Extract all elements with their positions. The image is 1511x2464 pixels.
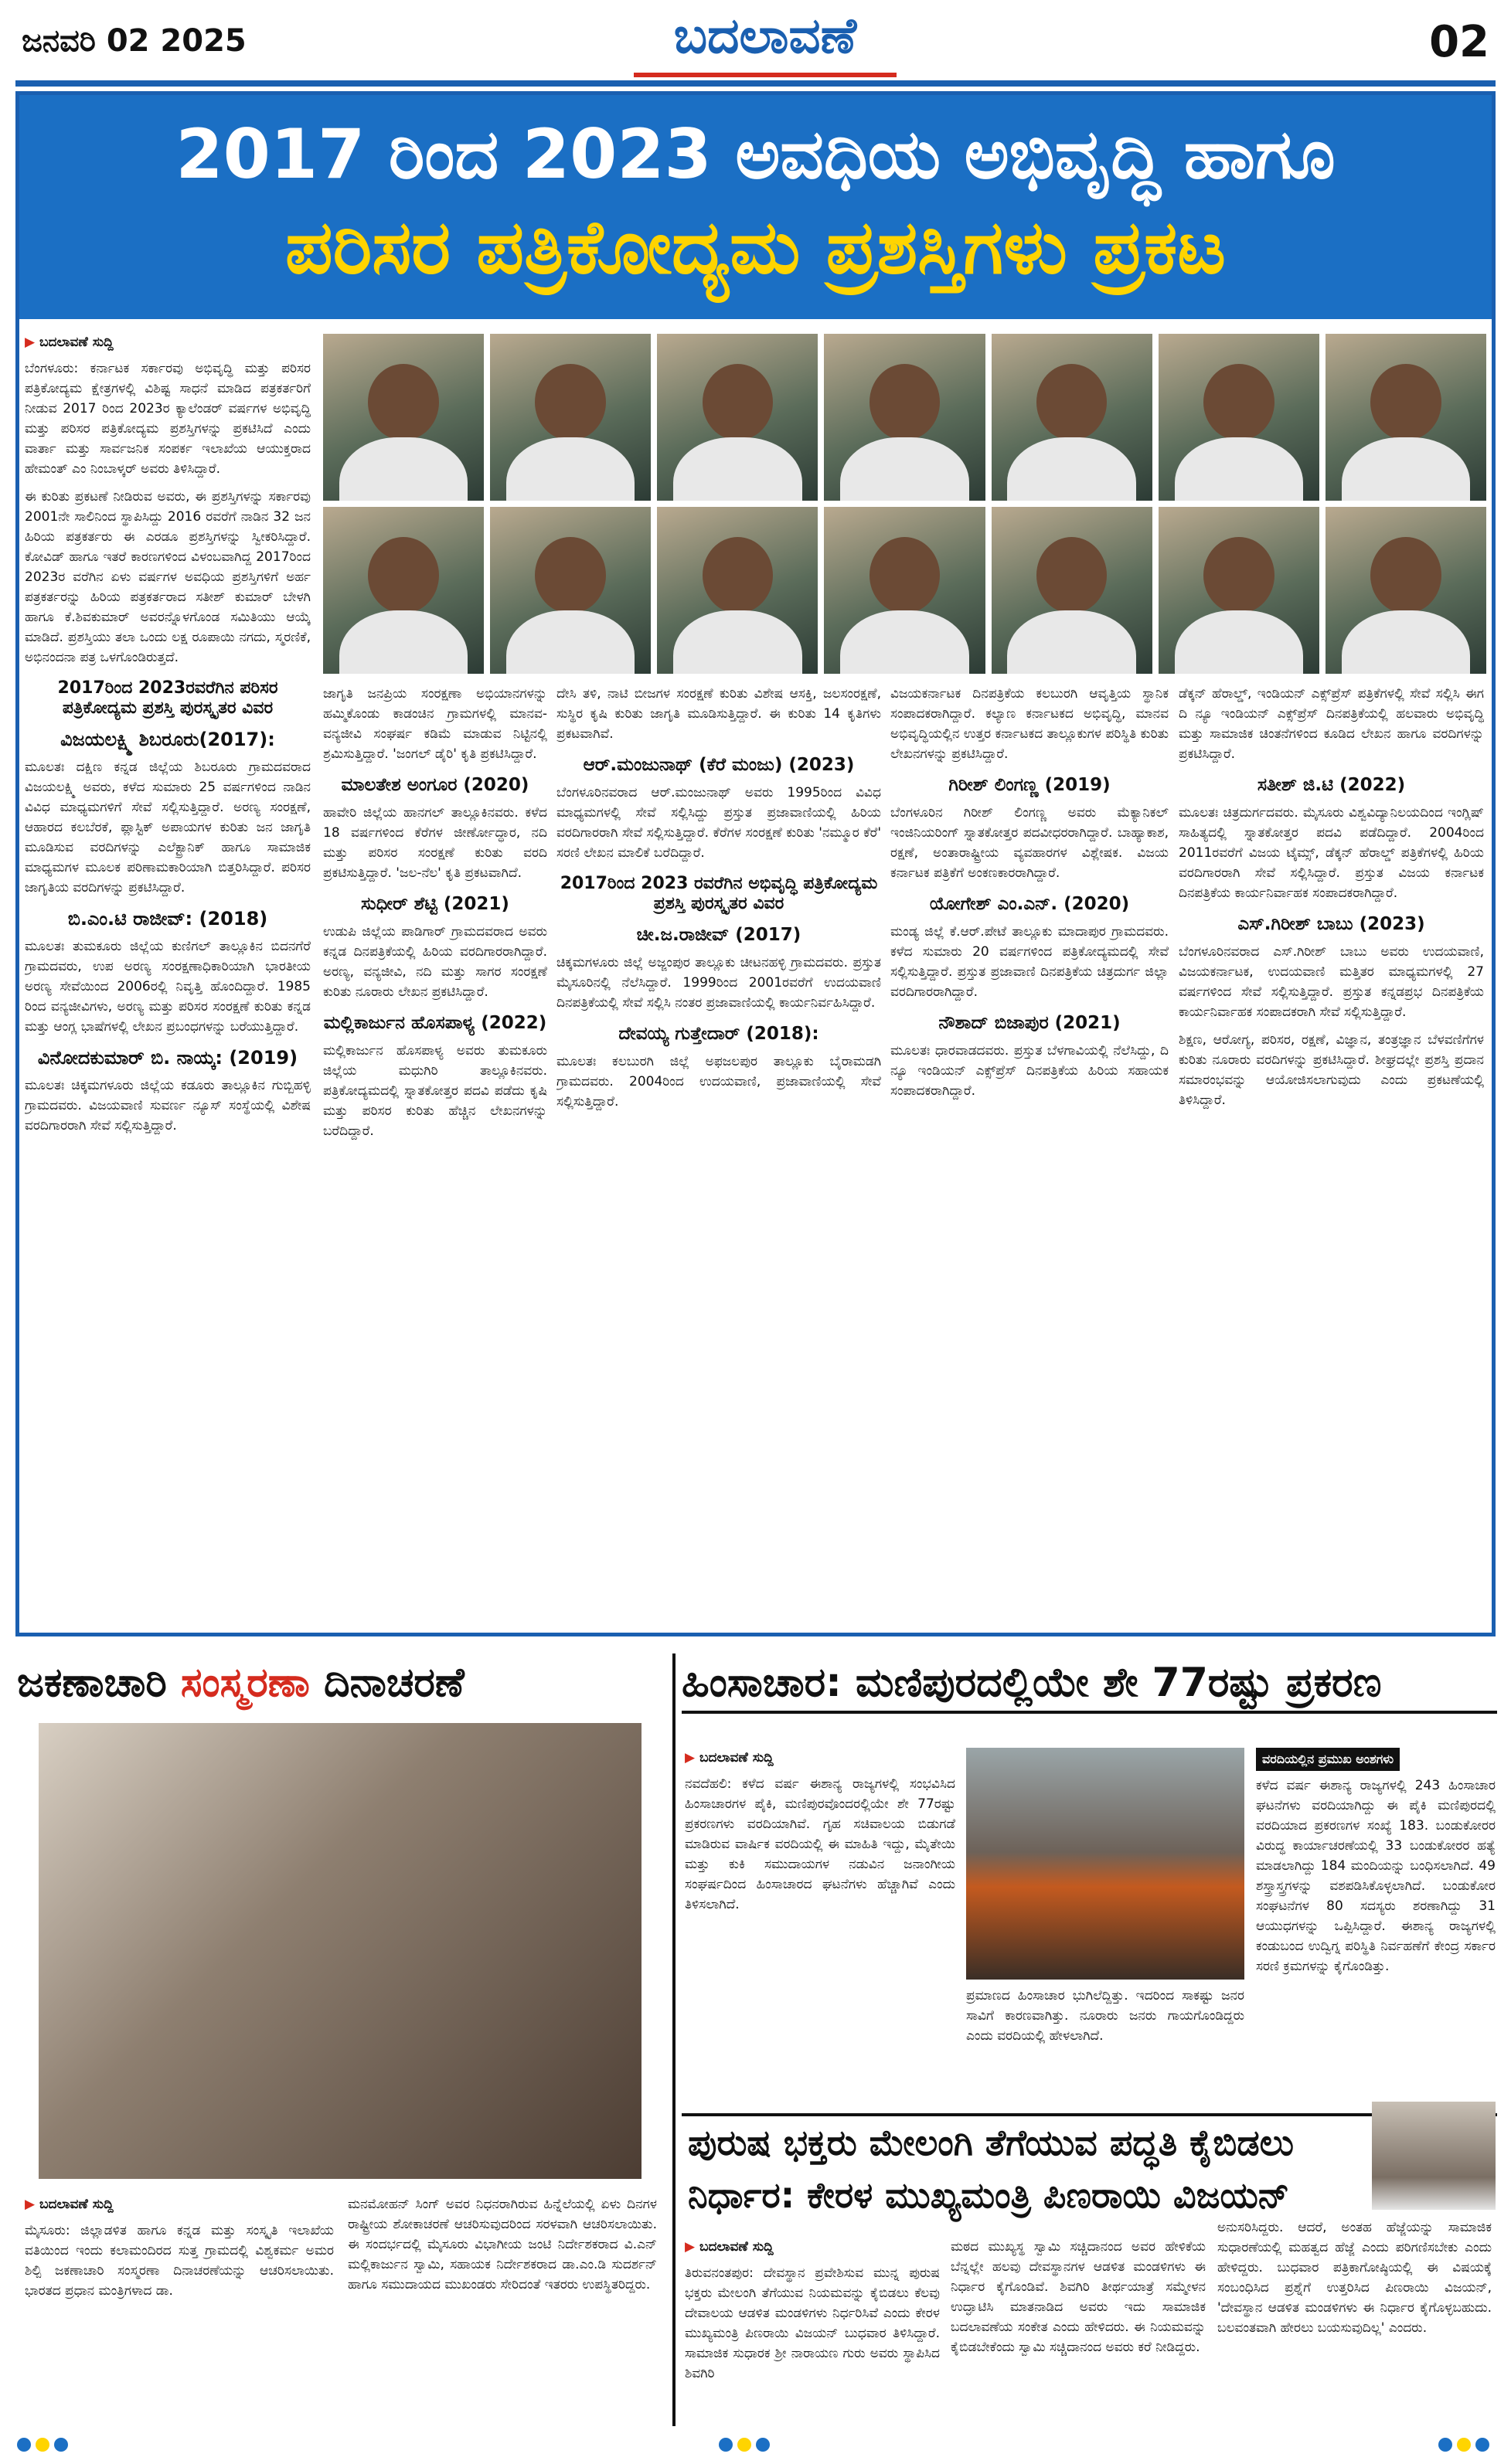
- body-paragraph: ಮೂಲತಃ ತುಮಕೂರು ಜಿಲ್ಲೆಯ ಕುಣಿಗಲ್ ತಾಲ್ಲೂಕಿನ ಬಿದನಗೆರೆ ಗ್ರಾಮದವರು, ಉಪ ಅರಣ್ಯ ಸಂರಕ್ಷಣಾಧಿಕಾರಿಯಾಗಿ ಭಾರತೀಯ ಅರಣ್ಯ ಸೇವೆಯಿಂದ 2006ರಲ್ಲಿ ನಿವೃತ್ತಿ ಹೊಂದಿದ್ದಾರೆ. 1985 ರಿಂದ ವನ್ಯಜೀವಿಗಳು, ಅರಣ್ಯ ಮತ್ತು ಪರಿಸರ ಸಂರಕ್ಷಣೆ ಕುರಿತು ಕನ್ನಡ ಮತ್ತು ಆಂಗ್ಲ ಭಾಷೆಗಳಲ್ಲಿ ಲೇಖನ ಪ್ರಬಂಧಗಳನ್ನು ಬರೆಯುತ್ತಿದ್ದಾರೆ.: [25, 939, 311, 1035]
- body-paragraph: ಮೈಸೂರು: ಜಿಲ್ಲಾಡಳಿತ ಹಾಗೂ ಕನ್ನಡ ಮತ್ತು ಸಂಸ್ಕೃತಿ ಇಲಾಖೆಯ ವತಿಯಿಂದ ಇಂದು ಕಲಾಮಂದಿರದ ಸುತ್ತ ಗ್ರಾಮದಲ್ಲಿ ವಿಶ್ವಕರ್ಮ ಅಮರ ಶಿಲ್ಪಿ ಜಕಣಾಚಾರಿ ಸಂಸ್ಮರಣಾ ದಿನಾಚರಣೆಯನ್ನು ಆಚರಿಸಲಾಯಿತು. ಭಾರತದ ಪ್ರಧಾನ ಮಂತ್ರಿಗಳಾದ ಡಾ.: [25, 2223, 334, 2299]
- body-paragraph: ಕಳೆದ ವರ್ಷ ಈಶಾನ್ಯ ರಾಜ್ಯಗಳಲ್ಲಿ 243 ಹಿಂಸಾಚಾರ ಘಟನೆಗಳು ವರದಿಯಾಗಿದ್ದು ಈ ಪೈಕಿ ಮಣಿಪುರದಲ್ಲಿ ವರದಿಯಾದ ಪ್ರಕರಣಗಳ ಸಂಖ್ಯೆ 183. ಬಂಡುಕೋರರ ವಿರುದ್ಧ ಕಾರ್ಯಾಚರಣೆಯಲ್ಲಿ 33 ಬಂಡುಕೋರರ ಹತ್ಯೆ ಮಾಡಲಾಗಿದ್ದು 184 ಮಂದಿಯನ್ನು ಬಂಧಿಸಲಾಗಿದೆ. 49 ಶಸ್ತ್ರಾಸ್ತ್ರಗಳನ್ನು ವಶಪಡಿಸಿಕೊಳ್ಳಲಾಗಿದೆ. ಬಂಡುಕೋರ ಸಂಘಟನೆಗಳ 80 ಸದಸ್ಯರು ಶರಣಾಗಿದ್ದು 31 ಆಯುಧಗಳನ್ನು ಒಪ್ಪಿಸಿದ್ದಾರೆ. ಈಶಾನ್ಯ ರಾಜ್ಯಗಳಲ್ಲಿ ಕಂಡುಬಂದ ಉದ್ವಿಗ್ನ ಪರಿಸ್ಥಿತಿ ನಿರ್ವಹಣೆಗೆ ಕೇಂದ್ರ ಸರ್ಕಾರ ಸರಣಿ ಕ್ರಮಗಳನ್ನು ಕೈಗೊಂಡಿತ್ತು.: [1256, 1778, 1496, 1974]
- winner-name: ಬಿ.ಎಂ.ಟಿ ರಾಜೀವ್: (2018): [67, 908, 268, 930]
- body-paragraph: ಮಂಡ್ಯ ಜಿಲ್ಲೆ ಕೆ.ಆರ್.ಪೇಟೆ ತಾಲ್ಲೂಕು ಮಾದಾಪುರ ಗ್ರಾಮದವರು. ಕಳೆದ ಸುಮಾರು 20 ವರ್ಷಗಳಿಂದ ಪತ್ರಿಕೋದ್ಯಮದಲ್ಲಿ ಸೇವೆ ಸಲ್ಲಿಸುತ್ತಿದ್ದಾರೆ. ಪ್ರಸ್ತುತ ಪ್ರಜಾವಾಣಿ ದಿನಪತ್ರಿಕೆಯ ಚಿತ್ರದುರ್ಗ ಜಿಲ್ಲಾ ವರದಿಗಾರರಾಗಿದ್ದಾರೆ.: [890, 924, 1169, 1000]
- winner-photo: [490, 507, 651, 674]
- chief-minister-photo: [1372, 2102, 1496, 2210]
- lead-story-column-5: [1179, 684, 1484, 1630]
- dot-icon: [36, 2438, 49, 2452]
- body-paragraph: ಅನುಸರಿಸಿದ್ದರು. ಆದರೆ, ಅಂತಹ ಹೆಜ್ಜೆಯನ್ನು ಸಾಮಾಜಿಕ ಸುಧಾರಣೆಯಲ್ಲಿ ಮಹತ್ವದ ಹೆಜ್ಜೆ ಎಂದು ಪರಿಗಣಿಸಬೇಕು ಎಂದು ಹೇಳಿದ್ದರು. ಬುಧವಾರ ಪತ್ರಿಕಾಗೋಷ್ಠಿಯಲ್ಲಿ ಈ ವಿಷಯಕ್ಕೆ ಸಂಬಂಧಿಸಿದ ಪ್ರಶ್ನೆಗೆ ಉತ್ತರಿಸಿದ ಪಿಣರಾಯಿ ವಿಜಯನ್, 'ದೇವಸ್ಥಾನ ಆಡಳಿತ ಮಂಡಳಿಗಳು ಈ ನಿರ್ಧಾರ ಕೈಗೊಳ್ಳಬಹುದು. ಬಲವಂತವಾಗಿ ಹೇರಲು ಬಯಸುವುದಿಲ್ಲ' ಎಂದರು.: [1217, 2220, 1492, 2336]
- byline: ▶ ಬದಲಾವಣೆ ಸುದ್ದಿ: [25, 2194, 334, 2214]
- dot-icon: [719, 2438, 733, 2452]
- section-subhead: 2017ರಿಂದ 2023 ರವರೆಗಿನ ಅಭಿವೃದ್ಧಿ ಪತ್ರಿಕೋದ್ಯಮ ಪ್ರಶಸ್ತಿ ಪುರಸ್ಕೃತರ ವಿವರ: [560, 874, 878, 913]
- winner-name: ಮಾಲತೇಶ ಅಂಗೂರ (2020): [341, 775, 529, 795]
- caption-text: ಪ್ರಮಾಣದ ಹಿಂಸಾಚಾರ ಭುಗಿಲೆದ್ದಿತ್ತು. ಇದರಿಂದ ಸಾಕಷ್ಟು ಜನರ ಸಾವಿಗೆ ಕಾರಣವಾಗಿತ್ತು. ನೂರಾರು ಜನರು ಗಾಯಗೊಂಡಿದ್ದರು ಎಂದು ವರದಿಯಲ್ಲಿ ಹೇಳಲಾಗಿದೆ.: [966, 1988, 1244, 2044]
- manipur-photo-caption: [966, 1986, 1244, 2102]
- headline-line-2: ನಿರ್ಧಾರ: ಕೇರಳ ಮುಖ್ಯಮಂತ್ರಿ ಪಿಣರಾಯಿ ವಿಜಯನ್: [688, 2174, 1290, 2216]
- winner-name: ಸುಧೀರ್ ಶೆಟ್ಟಿ (2021): [361, 894, 509, 914]
- kerala-column-3: [1217, 2218, 1492, 2430]
- jakanachari-column-2: [348, 2194, 657, 2426]
- winner-name: ಚೀ.ಜ.ರಾಜೀವ್ (2017): [636, 925, 801, 945]
- manipur-headline: ಹಿಂಸಾಚಾರ: ಮಣಿಪುರದಲ್ಲಿಯೇ ಶೇ 77ರಷ್ಟು ಪ್ರಕರಣ: [682, 1660, 1497, 1714]
- headline-line-1: ಪುರುಷ ಭಕ್ತರು ಮೇಲಂಗಿ ತೆಗೆಯುವ ಪದ್ಧತಿ ಕೈಬಿಡಲು: [688, 2122, 1295, 2163]
- section-subhead: 2017ರಿಂದ 2023ರವರೆಗಿನ ಪರಿಸರ ಪತ್ರಿಕೋದ್ಯಮ ಪ್ರಶಸ್ತಿ ಪುರಸ್ಕೃತರ ವಿವರ: [57, 678, 278, 718]
- footer-color-dots-right: [1438, 2438, 1494, 2456]
- body-paragraph: ಬೆಂಗಳೂರು: ಕರ್ನಾಟಕ ಸರ್ಕಾರವು ಅಭಿವೃದ್ಧಿ ಮತ್ತು ಪರಿಸರ ಪತ್ರಿಕೋದ್ಯಮ ಕ್ಷೇತ್ರಗಳಲ್ಲಿ ವಿಶಿಷ್ಟ ಸಾಧನೆ ಮಾಡಿದ ಪತ್ರಕರ್ತರಿಗೆ ನೀಡುವ 2017 ರಿಂದ 2023ರ ಕ್ಯಾಲೆಂಡರ್ ವರ್ಷಗಳ ಅಭಿವೃದ್ಧಿ ಮತ್ತು ಪರಿಸರ ಪತ್ರಿಕೋದ್ಯಮ ಪ್ರಶಸ್ತಿಗಳನ್ನು ಪ್ರಕಟಿಸಿದೆ ಎಂದು ವಾರ್ತಾ ಮತ್ತು ಸಾರ್ವಜನಿಕ ಸಂಪರ್ಕ ಇಲಾಖೆಯ ಆಯುಕ್ತರಾದ ಹೇಮಂತ್ ಎಂ ನಿಂಬಾಳ್ಕರ್ ಅವರು ತಿಳಿಸಿದ್ದಾರೆ.: [25, 361, 311, 477]
- kerala-column-1: [685, 2237, 940, 2430]
- lead-story-column-4: [890, 684, 1169, 1630]
- body-paragraph: ಶಿಕ್ಷಣ, ಆರೋಗ್ಯ, ಪರಿಸರ, ರಕ್ಷಣೆ, ವಿಜ್ಞಾನ, ತಂತ್ರಜ್ಞಾನ ಬೆಳವಣಿಗೆಗಳ ಕುರಿತು ನೂರಾರು ವರದಿಗಳನ್ನು ಪ್ರಕಟಿಸಿದ್ದಾರೆ. ಶೀಘ್ರದಲ್ಲೇ ಪ್ರಶಸ್ತಿ ಪ್ರದಾನ ಸಮಾರಂಭವನ್ನು ಆಯೋಜಿಸಲಾಗುವುದು ಎಂದು ಪ್ರಕಟಣೆಯಲ್ಲಿ ತಿಳಿಸಿದ್ದಾರೆ.: [1179, 1032, 1484, 1108]
- body-paragraph: ಮೂಲತಃ ಧಾರವಾಡದವರು. ಪ್ರಸ್ತುತ ಬೆಳಗಾವಿಯಲ್ಲಿ ನೆಲೆಸಿದ್ದು, ದಿ ನ್ಯೂ ಇಂಡಿಯನ್ ಎಕ್ಸ್‌ಪ್ರೆಸ್ ದಿನಪತ್ರಿಕೆಯ ಹಿರಿಯ ಸಹಾಯಕ ಸಂಪಾದಕರಾಗಿದ್ದಾರೆ.: [890, 1043, 1169, 1099]
- footer-color-dots-left: [17, 2438, 73, 2456]
- body-paragraph: ಮೂಲತಃ ಕಲಬುರಗಿ ಜಿಲ್ಲೆ ಅಫಜಲಪುರ ತಾಲ್ಲೂಕು ಬೈರಾಮಡಗಿ ಗ್ರಾಮದವರು. 2004ರಿಂದ ಉದಯವಾಣಿ, ಪ್ರಜಾವಾಣಿಯಲ್ಲಿ ಸೇವೆ ಸಲ್ಲಿಸುತ್ತಿದ್ದಾರೆ.: [556, 1054, 881, 1110]
- dot-icon: [1475, 2438, 1489, 2452]
- manipur-highlights-box: [1256, 1748, 1496, 2103]
- winner-name: ವಿನೋದಕುಮಾರ್ ಬಿ. ನಾಯ್ಕ: (2019): [37, 1047, 298, 1069]
- body-paragraph: ಬೆಂಗಳೂರಿನವರಾದ ಎಸ್.ಗಿರೀಶ್ ಬಾಬು ಅವರು ಉದಯವಾಣಿ, ವಿಜಯಕರ್ನಾಟಕ, ಉದಯವಾಣಿ ಮತ್ತಿತರ ಮಾಧ್ಯಮಗಳಲ್ಲಿ 27 ವರ್ಷಗಳಿಂದ ಸೇವೆ ಸಲ್ಲಿಸುತ್ತಿದ್ದಾರೆ. ಪ್ರಸ್ತುತ ಕನ್ನಡಪ್ರಭ ದಿನಪತ್ರಿಕೆಯ ಕಾರ್ಯನಿರ್ವಾಹಕ ಸಂಪಾದಕರಾಗಿ ಸೇವೆ ಸಲ್ಲಿಸುತ್ತಿದ್ದಾರೆ.: [1179, 944, 1484, 1020]
- masthead-divider: [15, 80, 1496, 87]
- headline-part: ಜಕಣಾಚಾರಿ: [17, 1660, 167, 1706]
- dot-icon: [737, 2438, 751, 2452]
- winner-photo: [1326, 507, 1486, 674]
- banner-line-2: ಪರಿಸರ ಪತ್ರಿಕೋದ್ಯಮ ಪ್ರಶಸ್ತಿಗಳು ಪ್ರಕಟ: [285, 204, 1226, 291]
- winner-photo: [1159, 507, 1319, 674]
- dot-icon: [54, 2438, 68, 2452]
- lead-story-column-1: [25, 332, 311, 1630]
- winner-name: ನೌಶಾದ್ ಬಿಜಾಪುರ (2021): [938, 1013, 1121, 1033]
- headline-part: ದಿನಾಚರಣೆ: [324, 1660, 465, 1706]
- body-paragraph: ಚಿಕ್ಕಮಗಳೂರು ಜಿಲ್ಲೆ ಅಜ್ಜಂಪುರ ತಾಲ್ಲೂಕು ಚೀಟನಹಳ್ಳಿ ಗ್ರಾಮದವರು. ಪ್ರಸ್ತುತ ಮೈಸೂರಿನಲ್ಲಿ ನೆಲೆಸಿದ್ದಾರೆ. 1999ರಿಂದ 2001ರವರೆಗೆ ಉದಯವಾಣಿ ದಿನಪತ್ರಿಕೆಯಲ್ಲಿ ಸೇವೆ ಸಲ್ಲಿಸಿ ನಂತರ ಪ್ರಜಾವಾಣಿಯಲ್ಲಿ ಕಾರ್ಯನಿರ್ವಹಿಸಿದ್ದಾರೆ.: [556, 955, 881, 1011]
- winner-photo: [992, 334, 1152, 501]
- body-paragraph: ಡೆಕ್ಕನ್ ಹೆರಾಲ್ಡ್, ಇಂಡಿಯನ್ ಎಕ್ಸ್‌ಪ್ರೆಸ್ ಪತ್ರಿಕೆಗಳಲ್ಲಿ ಸೇವೆ ಸಲ್ಲಿಸಿ ಈಗ ದಿ ನ್ಯೂ ಇಂಡಿಯನ್ ಎಕ್ಸ್‌ಪ್ರೆಸ್ ದಿನಪತ್ರಿಕೆಯಲ್ಲಿ ಹಲವಾರು ಅಭಿವೃದ್ಧಿ ಮತ್ತು ಸಾಮಾಜಿಕ ಚಿಂತನೆಗಳಿಂದ ಕೂಡಿದ ಲೇಖನ ಹಾಗೂ ವರದಿಗಳನ್ನು ಪ್ರಕಟಿಸಿದ್ದಾರೆ.: [1179, 686, 1484, 762]
- manipur-column-1: [685, 1748, 955, 2103]
- banner-line-1: 2017 ರಿಂದ 2023 ಅವಧಿಯ ಅಭಿವೃದ್ಧಿ ಹಾಗೂ: [175, 114, 1336, 194]
- lead-story-column-3: [556, 684, 881, 1630]
- winner-name: ಗಿರೀಶ್ ಲಿಂಗಣ್ಣ (2019): [948, 775, 1111, 795]
- winner-name: ಎಸ್.ಗಿರೀಶ್ ಬಾಬು (2023): [1237, 914, 1425, 934]
- lead-story-column-2: [323, 684, 547, 1630]
- winner-name: ಆರ್.ಮಂಜುನಾಥ್ (ಕೆರೆ ಮಂಜು) (2023): [583, 755, 855, 775]
- manipur-violence-photo: [966, 1748, 1244, 1980]
- byline: ▶ ಬದಲಾವಣೆ ಸುದ್ದಿ: [685, 2237, 940, 2257]
- dot-icon: [17, 2438, 31, 2452]
- winner-name: ಮಲ್ಲಿಕಾರ್ಜುನ ಹೊಸಪಾಳ್ಯ (2022): [323, 1013, 547, 1033]
- body-paragraph: ಮೂಲತಃ ದಕ್ಷಿಣ ಕನ್ನಡ ಜಿಲ್ಲೆಯ ಶಿಬರೂರು ಗ್ರಾಮದವರಾದ ವಿಜಯಲಕ್ಷ್ಮಿ ಅವರು, ಕಳೆದ ಸುಮಾರು 25 ವರ್ಷಗಳಿಂದ ನಾಡಿನ ವಿವಿಧ ಮಾಧ್ಯಮಗಳಿಗೆ ಸೇವೆ ಸಲ್ಲಿಸುತ್ತಿದ್ದಾರೆ. ಅರಣ್ಯ ಸಂರಕ್ಷಣೆ, ಆಹಾರದ ಕಲಬೆರಕೆ, ಪ್ಲಾಸ್ಟಿಕ್ ಅಪಾಯಗಳ ಕುರಿತು ಜನ ಜಾಗೃತಿ ಮೂಡಿಸುವ ವರದಿಗಳನ್ನು ಎಲೆಕ್ಟ್ರಾನಿಕ್ ಹಾಗೂ ಸಾಮಾಜಿಕ ಮಾಧ್ಯಮಗಳ ಮೂಲಕ ಪರಿಣಾಮಕಾರಿಯಾಗಿ ಬಿತ್ತರಿಸಿದ್ದಾರೆ. ಪರಿಸರ ಜಾಗೃತಿಯ ವರದಿಗಳನ್ನು ಪ್ರಕಟಿಸಿದ್ದಾರೆ.: [25, 760, 311, 896]
- body-paragraph: ಮನಮೋಹನ್ ಸಿಂಗ್ ಅವರ ನಿಧನರಾಗಿರುವ ಹಿನ್ನೆಲೆಯಲ್ಲಿ ಏಳು ದಿನಗಳ ರಾಷ್ಟ್ರೀಯ ಶೋಕಾಚರಣೆ ಆಚರಿಸುವುದರಿಂದ ಸರಳವಾಗಿ ಆಚರಿಸಲಾಯಿತು. ಈ ಸಂದರ್ಭದಲ್ಲಿ ಮೈಸೂರು ವಿಭಾಗೀಯ ಜಂಟಿ ನಿರ್ದೇಶಕರಾದ ವಿ.ಎನ್ ಮಲ್ಲಿಕಾರ್ಜುನ ಸ್ವಾಮಿ, ಸಹಾಯಕ ನಿರ್ದೇಶಕರಾದ ಡಾ.ಎಂ.ಡಿ ಸುದರ್ಶನ್ ಹಾಗೂ ಸಮುದಾಯದ ಮುಖಂಡರು ಸೇರಿದಂತೆ ಇತರರು ಉಪಸ್ಥಿತರಿದ್ದರು.: [348, 2197, 657, 2292]
- body-paragraph: ಮೂಲತಃ ಚಿತ್ರದುರ್ಗದವರು. ಮೈಸೂರು ವಿಶ್ವವಿದ್ಯಾನಿಲಯದಿಂದ ಇಂಗ್ಲಿಷ್ ಸಾಹಿತ್ಯದಲ್ಲಿ ಸ್ನಾತಕೋತ್ತರ ಪದವಿ ಪಡೆದಿದ್ದಾರೆ. 2004ರಿಂದ 2011ರವರೆಗೆ ವಿಜಯ ಟೈಮ್ಸ್, ಡೆಕ್ಕನ್ ಹೆರಾಲ್ಡ್ ಪತ್ರಿಕೆಗಳಲ್ಲಿ ಹಿರಿಯ ವರದಿಗಾರರಾಗಿ ಸೇವೆ ಸಲ್ಲಿಸಿದ್ದಾರೆ. ಪ್ರಸ್ತುತ ವಿಜಯ ಕರ್ನಾಟಕ ದಿನಪತ್ರಿಕೆಯ ಕಾರ್ಯನಿರ್ವಾಹಕ ಸಂಪಾದಕರಾಗಿದ್ದಾರೆ.: [1179, 805, 1484, 901]
- jakanachari-column-1: [25, 2194, 334, 2426]
- winner-name: ಸತೀಶ್ ಜಿ.ಟಿ (2022): [1257, 775, 1406, 795]
- body-paragraph: ನವದೆಹಲಿ: ಕಳೆದ ವರ್ಷ ಈಶಾನ್ಯ ರಾಜ್ಯಗಳಲ್ಲಿ ಸಂಭವಿಸಿದ ಹಿಂಸಾಚಾರಗಳ ಪೈಕಿ, ಮಣಿಪುರವೊಂದರಲ್ಲಿಯೇ ಶೇ 77ರಷ್ಟು ಪ್ರಕರಣಗಳು ವರದಿಯಾಗಿವೆ. ಗೃಹ ಸಚಿವಾಲಯ ಬಿಡುಗಡೆ ಮಾಡಿರುವ ವಾರ್ಷಿಕ ವರದಿಯಲ್ಲಿ ಈ ಮಾಹಿತಿ ಇದ್ದು, ಮೈತೇಯಿ ಮತ್ತು ಕುಕಿ ಸಮುದಾಯಗಳ ನಡುವಿನ ಜನಾಂಗೀಯ ಸಂಘರ್ಷದಿಂದ ಹಿಂಸಾಚಾರದ ಘಟನೆಗಳು ಹೆಚ್ಚಾಗಿವೆ ಎಂದು ತಿಳಿಸಲಾಗಿದೆ.: [685, 1776, 955, 1912]
- winner-photo: [1159, 334, 1319, 501]
- winner-photo: [1326, 334, 1486, 501]
- winner-photo: [824, 507, 985, 674]
- winner-photo: [992, 507, 1152, 674]
- body-paragraph: ತಿರುವನಂತಪುರ: ದೇವಸ್ಥಾನ ಪ್ರವೇಶಿಸುವ ಮುನ್ನ ಪುರುಷ ಭಕ್ತರು ಮೇಲಂಗಿ ತೆಗೆಯುವ ನಿಯಮವನ್ನು ಕೈಬಿಡಲು ಕೆಲವು ದೇವಾಲಯ ಆಡಳಿತ ಮಂಡಳಿಗಳು ನಿರ್ಧರಿಸಿವೆ ಎಂದು ಕೇರಳ ಮುಖ್ಯಮಂತ್ರಿ ಪಿಣರಾಯಿ ವಿಜಯನ್ ಬುಧವಾರ ತಿಳಿಸಿದ್ದಾರೆ. ಸಾಮಾಜಿಕ ಸುಧಾರಕ ಶ್ರೀ ನಾರಾಯಣ ಗುರು ಅವರು ಸ್ಥಾಪಿಸಿದ ಶಿವಗಿರಿ: [685, 2265, 940, 2381]
- winner-name: ಯೋಗೇಶ್ ಎಂ.ಎನ್. (2020): [929, 894, 1130, 914]
- body-paragraph: ಬೆಂಗಳೂರಿನ ಗಿರೀಶ್ ಲಿಂಗಣ್ಣ ಅವರು ಮೆಕ್ಯಾನಿಕಲ್ ಇಂಜಿನಿಯರಿಂಗ್ ಸ್ನಾತಕೋತ್ತರ ಪದವೀಧರರಾಗಿದ್ದಾರೆ. ಬಾಹ್ಯಾಕಾಶ, ರಕ್ಷಣೆ, ಅಂತಾರಾಷ್ಟ್ರೀಯ ವ್ಯವಹಾರಗಳ ವಿಶ್ಲೇಷಕ. ವಿಜಯ ಕರ್ನಾಟಕ ಪತ್ರಿಕೆಗೆ ಅಂಕಣಕಾರರಾಗಿದ್ದಾರೆ.: [890, 805, 1169, 881]
- body-paragraph: ಹಾವೇರಿ ಜಿಲ್ಲೆಯ ಹಾನಗಲ್ ತಾಲ್ಲೂಕಿನವರು. ಕಳೆದ 18 ವರ್ಷಗಳಿಂದ ಕೆರೆಗಳ ಜೀರ್ಣೋದ್ಧಾರ, ನದಿ ಮತ್ತು ಪರಿಸರ ಸಂರಕ್ಷಣೆ ಕುರಿತು ವರದಿ ಪ್ರಕಟಿಸುತ್ತಿದ್ದಾರೆ. 'ಜಲ-ನೆಲ' ಕೃತಿ ಪ್ರಕಟವಾಗಿದೆ.: [323, 805, 547, 881]
- footer-color-dots-center: [719, 2438, 774, 2456]
- jakanachari-headline: [17, 1660, 663, 1714]
- body-paragraph: ದೇಸಿ ತಳಿ, ನಾಟಿ ಬೀಜಗಳ ಸಂರಕ್ಷಣೆ ಕುರಿತು ವಿಶೇಷ ಆಸಕ್ತಿ, ಜಲಸಂರಕ್ಷಣೆ, ಸುಸ್ಥಿರ ಕೃಷಿ ಕುರಿತು ಜಾಗೃತಿ ಮೂಡಿಸುತ್ತಿದ್ದಾರೆ. ಈ ಕುರಿತು 14 ಕೃತಿಗಳು ಪ್ರಕಟವಾಗಿವೆ.: [556, 686, 881, 742]
- winner-photo: [657, 507, 818, 674]
- column-divider: [672, 1653, 676, 2426]
- award-winners-photo-grid: [323, 334, 1486, 674]
- dot-icon: [1457, 2438, 1471, 2452]
- newspaper-logo: ಬದಲಾವಣೆ: [634, 8, 897, 77]
- jakanachari-event-photo: [39, 1723, 641, 2179]
- winner-photo: [323, 334, 484, 501]
- byline: ▶ ಬದಲಾವಣೆ ಸುದ್ದಿ: [685, 1748, 955, 1768]
- winner-name: ದೇವಯ್ಯ ಗುತ್ತೇದಾರ್ (2018):: [618, 1024, 819, 1044]
- body-paragraph: ಮಠದ ಮುಖ್ಯಸ್ಥ ಸ್ವಾಮಿ ಸಚ್ಚಿದಾನಂದ ಅವರ ಹೇಳಿಕೆಯ ಬೆನ್ನಲ್ಲೇ ಹಲವು ದೇವಸ್ಥಾನಗಳ ಆಡಳಿತ ಮಂಡಳಿಗಳು ಈ ನಿರ್ಧಾರ ಕೈಗೊಂಡಿವೆ. ಶಿವಗಿರಿ ತೀರ್ಥಯಾತ್ರೆ ಸಮ್ಮೇಳನ ಉದ್ಘಾಟಿಸಿ ಮಾತನಾಡಿದ ಅವರು ಇದು ಸಾಮಾಜಿಕ ಬದಲಾವಣೆಯ ಸಂಕೇತ ಎಂದು ಹೇಳಿದರು. ಈ ನಿಯಮವನ್ನು ಕೈಬಿಡಬೇಕೆಂದು ಸ್ವಾಮಿ ಸಚ್ಚಿದಾನಂದ ಅವರು ಕರೆ ನೀಡಿದ್ದರು.: [951, 2239, 1206, 2355]
- body-paragraph: ಜಾಗೃತಿ ಜನಪ್ರಿಯ ಸಂರಕ್ಷಣಾ ಅಭಿಯಾನಗಳನ್ನು ಹಮ್ಮಿಕೊಂಡು ಕಾಡಂಚಿನ ಗ್ರಾಮಗಳಲ್ಲಿ ಮಾನವ-ವನ್ಯಜೀವಿ ಸಂಘರ್ಷ ಕಡಿಮೆ ಮಾಡುವ ನಿಟ್ಟಿನಲ್ಲಿ ಶ್ರಮಿಸುತ್ತಿದ್ದಾರೆ. 'ಜಂಗಲ್ ಡೈರಿ' ಕೃತಿ ಪ್ರಕಟಿಸಿದ್ದಾರೆ.: [323, 686, 547, 762]
- issue-date: ಜನವರಿ 02 2025: [22, 23, 247, 59]
- dot-icon: [756, 2438, 770, 2452]
- dot-icon: [1438, 2438, 1452, 2452]
- winner-photo: [657, 334, 818, 501]
- byline: ▶ ಬದಲಾವಣೆ ಸುದ್ದಿ: [25, 332, 311, 352]
- winner-name: ವಿಜಯಲಕ್ಷ್ಮಿ ಶಿಬರೂರು(2017):: [60, 729, 275, 750]
- winner-photo: [824, 334, 985, 501]
- page-number: 02: [1429, 17, 1489, 67]
- body-paragraph: ವಿಜಯಕರ್ನಾಟಕ ದಿನಪತ್ರಿಕೆಯ ಕಲಬುರಗಿ ಆವೃತ್ತಿಯ ಸ್ಥಾನಿಕ ಸಂಪಾದಕರಾಗಿದ್ದಾರೆ. ಕಲ್ಯಾಣ ಕರ್ನಾಟಕದ ಅಭಿವೃದ್ಧಿ, ಮಾನವ ಅಭಿವೃದ್ಧಿಯಲ್ಲಿನ ಉತ್ತರ ಕರ್ನಾಟಕದ ತಾಲ್ಲೂಕುಗಳ ಪರಿಸ್ಥಿತಿ ಕುರಿತು ಲೇಖನಗಳನ್ನು ಪ್ರಕಟಿಸಿದ್ದಾರೆ.: [890, 686, 1169, 762]
- body-paragraph: ಈ ಕುರಿತು ಪ್ರಕಟಣೆ ನೀಡಿರುವ ಅವರು, ಈ ಪ್ರಶಸ್ತಿಗಳನ್ನು ಸರ್ಕಾರವು 2001ನೇ ಸಾಲಿನಿಂದ ಸ್ಥಾಪಿಸಿದ್ದು 2016 ರವರೆಗೆ ನಾಡಿನ 32 ಜನ ಹಿರಿಯ ಪತ್ರಕರ್ತರು ಈ ಎರಡೂ ಪ್ರಶಸ್ತಿಗಳನ್ನು ಸ್ವೀಕರಿಸಿದ್ದಾರೆ. ಕೋವಿಡ್ ಹಾಗೂ ಇತರೆ ಕಾರಣಗಳಿಂದ ವಿಳಂಬವಾಗಿದ್ದ 2017ರಿಂದ 2023ರ ವರೆಗಿನ ಏಳು ವರ್ಷಗಳ ಅವಧಿಯ ಪ್ರಶಸ್ತಿಗಳಿಗೆ ಅರ್ಹ ಪತ್ರಕರ್ತರನ್ನು ಹಿರಿಯ ಪತ್ರಕರ್ತರಾದ ಸತೀಶ್ ಕುಮಾರ್ ಬೇಳಗಿ ಹಾಗೂ ಕೆ.ಶಿವಕುಮಾರ್ ಅವರನ್ನೊಳಗೊಂಡ ಸಮಿತಿಯು ಆಯ್ಕೆ ಮಾಡಿದೆ. ಪ್ರಶಸ್ತಿಯು ತಲಾ ಒಂದು ಲಕ್ಷ ರೂಪಾಯಿ ನಗದು, ಸ್ಮರಣಿಕೆ, ಅಭಿನಂದನಾ ಪತ್ರ ಒಳಗೊಂಡಿರುತ್ತದೆ.: [25, 489, 311, 665]
- body-paragraph: ಮಲ್ಲಿಕಾರ್ಜುನ ಹೊಸಪಾಳ್ಯ ಅವರು ತುಮಕೂರು ಜಿಲ್ಲೆಯ ಮಧುಗಿರಿ ತಾಲ್ಲೂಕಿನವರು. ಪತ್ರಿಕೋದ್ಯಮದಲ್ಲಿ ಸ್ನಾತಕೋತ್ತರ ಪದವಿ ಪಡೆದು ಕೃಷಿ ಮತ್ತು ಪರಿಸರ ಕುರಿತು ಹೆಚ್ಚಿನ ಲೇಖನಗಳನ್ನು ಬರೆದಿದ್ದಾರೆ.: [323, 1043, 547, 1139]
- highlights-box-title: ವರದಿಯಲ್ಲಿನ ಪ್ರಮುಖ ಅಂಶಗಳು: [1256, 1748, 1400, 1771]
- body-paragraph: ಉಡುಪಿ ಜಿಲ್ಲೆಯ ಪಾಡಿಗಾರ್ ಗ್ರಾಮದವರಾದ ಅವರು ಕನ್ನಡ ದಿನಪತ್ರಿಕೆಯಲ್ಲಿ ಹಿರಿಯ ವರದಿಗಾರರಾಗಿದ್ದಾರೆ. ಅರಣ್ಯ, ವನ್ಯಜೀವಿ, ನದಿ ಮತ್ತು ಸಾಗರ ಸಂರಕ್ಷಣೆ ಕುರಿತು ನೂರಾರು ಲೇಖನ ಪ್ರಕಟಿಸಿದ್ದಾರೆ.: [323, 924, 547, 1000]
- kerala-column-2: [951, 2237, 1206, 2430]
- body-paragraph: ಬೆಂಗಳೂರಿನವರಾದ ಆರ್.ಮಂಜುನಾಥ್ ಅವರು 1995ರಿಂದ ವಿವಿಧ ಮಾಧ್ಯಮಗಳಲ್ಲಿ ಸೇವೆ ಸಲ್ಲಿಸಿದ್ದು ಪ್ರಸ್ತುತ ಪ್ರಜಾವಾಣಿಯಲ್ಲಿ ಹಿರಿಯ ವರದಿಗಾರರಾಗಿ ಸೇವೆ ಸಲ್ಲಿಸುತ್ತಿದ್ದಾರೆ. ಕೆರೆಗಳ ಸಂರಕ್ಷಣೆ ಕುರಿತು 'ನಮ್ಮೂರ ಕೆರೆ' ಸರಣಿ ಲೇಖನ ಮಾಲಿಕೆ ಬರೆದಿದ್ದಾರೆ.: [556, 785, 881, 861]
- winner-photo: [490, 334, 651, 501]
- headline-part: ಸಂಸ್ಮರಣಾ: [180, 1660, 310, 1706]
- winner-photo: [323, 507, 484, 674]
- lead-story-banner: [19, 95, 1492, 319]
- body-paragraph: ಮೂಲತಃ ಚಿಕ್ಕಮಗಳೂರು ಜಿಲ್ಲೆಯ ಕಡೂರು ತಾಲ್ಲೂಕಿನ ಗುಬ್ಬಿಹಳ್ಳಿ ಗ್ರಾಮದವರು. ವಿಜಯವಾಣಿ ಸುವರ್ಣ ನ್ಯೂಸ್ ಸಂಸ್ಥೆಯಲ್ಲಿ ವಿಶೇಷ ವರದಿಗಾರರಾಗಿ ಸೇವೆ ಸಲ್ಲಿಸುತ್ತಿದ್ದಾರೆ.: [25, 1078, 311, 1133]
